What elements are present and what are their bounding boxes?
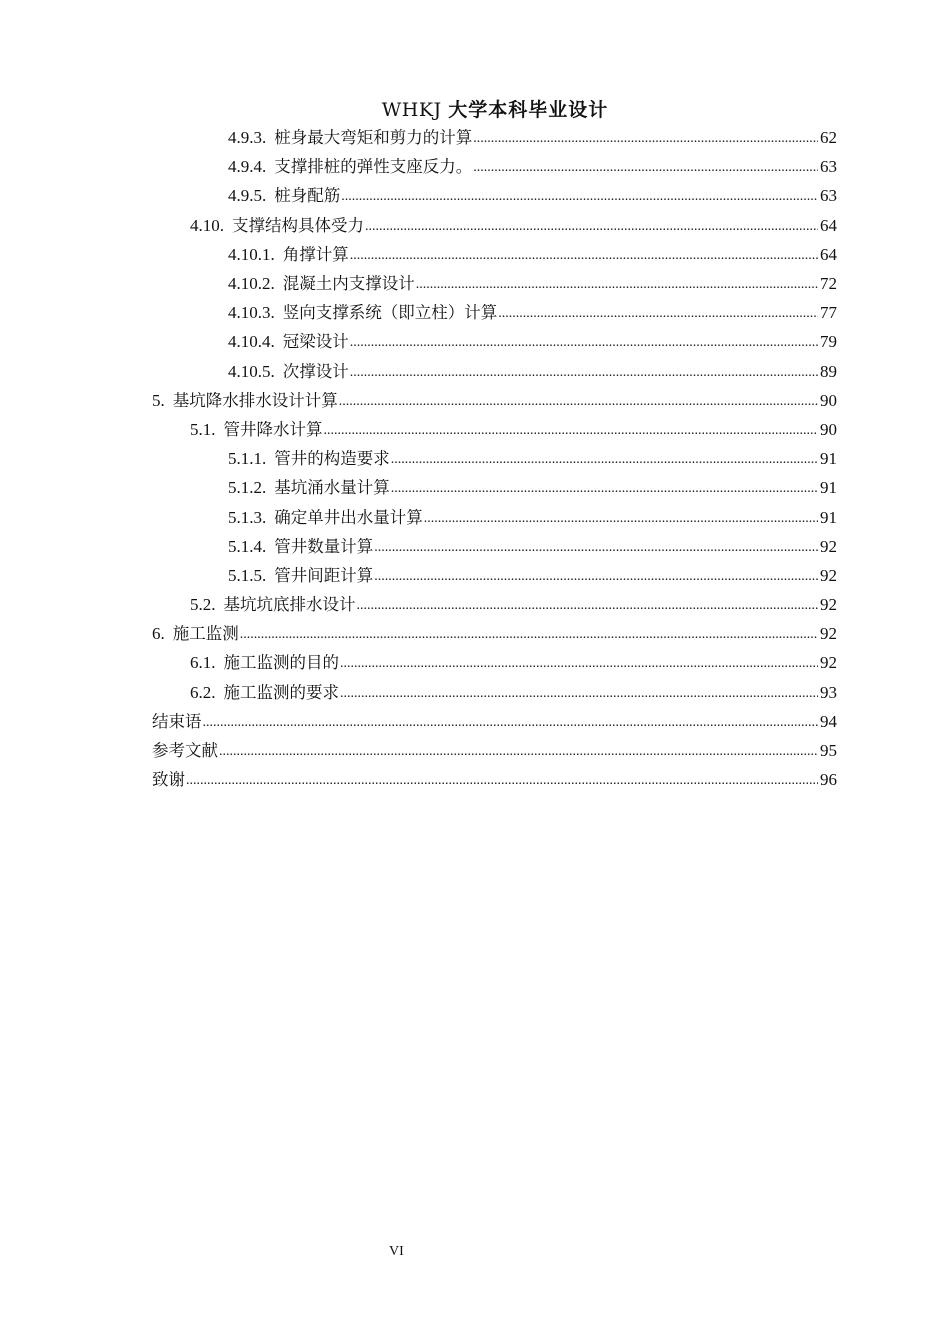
toc-entry-page: 93 <box>820 682 837 702</box>
toc-entry-number: 5.1. <box>190 419 216 439</box>
toc-entry-title: 施工监测 <box>172 624 239 644</box>
header-title: 大学本科毕业设计 <box>448 99 609 121</box>
toc-entry-page: 96 <box>820 770 837 790</box>
toc-entry-title: 施工监测的目的 <box>223 653 339 673</box>
toc-entry-page: 91 <box>820 507 837 527</box>
toc-entry-title: 支撑结构具体受力 <box>232 215 364 235</box>
toc-entry-number: 5. <box>152 390 165 410</box>
toc-entry-number: 5.1.4. <box>228 536 267 556</box>
toc-entry[interactable] <box>152 765 837 794</box>
toc-entry-number: 5.1.2. <box>228 478 267 498</box>
toc-entry[interactable] <box>152 298 837 327</box>
toc-entry-page: 90 <box>820 390 837 410</box>
toc-dot-leader <box>350 327 818 356</box>
toc-dot-leader <box>186 765 818 794</box>
toc-entry-page: 72 <box>820 274 837 294</box>
toc-dot-leader <box>341 181 818 210</box>
toc-entry[interactable] <box>152 707 837 736</box>
toc-entry-title: 基坑坑底排水设计 <box>223 595 356 615</box>
toc-entry-title: 确定单井出水量计算 <box>274 507 423 527</box>
toc-entry-title: 桩身配筋 <box>274 186 341 206</box>
toc-entry-number: 4.9.4. <box>228 157 267 177</box>
toc-entry-title: 支撑排桩的弹性支座反力。 <box>274 157 473 177</box>
toc-entry-number: 4.10.5. <box>228 361 275 381</box>
toc-entry-number: 6. <box>152 624 165 644</box>
toc-entry-page: 62 <box>820 128 837 148</box>
toc-entry-title: 管井的构造要求 <box>274 449 390 469</box>
toc-dot-leader <box>203 707 819 736</box>
toc-entry-title: 竖向支撑系统（即立柱）计算 <box>282 303 498 323</box>
toc-dot-leader <box>365 211 818 240</box>
toc-entry-page: 63 <box>820 186 837 206</box>
toc-entry[interactable] <box>152 736 837 765</box>
toc-entry-number: 6.2. <box>190 682 216 702</box>
toc-entry-page: 79 <box>820 332 837 352</box>
toc-entry-number: 5.1.5. <box>228 565 267 585</box>
toc-entry-title: 桩身最大弯矩和剪力的计算 <box>274 128 473 148</box>
toc-entry-number: 6.1. <box>190 653 216 673</box>
toc-entry-title: 角撑计算 <box>282 244 349 264</box>
toc-entry-page: 92 <box>820 565 837 585</box>
toc-entry-title: 管井数量计算 <box>274 536 374 556</box>
toc-entry-title: 参考文献 <box>152 741 218 761</box>
toc-entry-title: 次撑设计 <box>282 361 349 381</box>
toc-dot-leader <box>324 415 819 444</box>
toc-entry-page: 92 <box>820 536 837 556</box>
toc-entry-number: 4.10.3. <box>228 303 275 323</box>
toc-dot-leader <box>350 357 818 386</box>
toc-entry-number: 4.10. <box>190 215 224 235</box>
header-prefix: WHKJ <box>381 99 442 121</box>
toc-entry[interactable] <box>152 152 837 181</box>
toc-dot-leader <box>391 444 818 473</box>
toc-dot-leader <box>219 736 818 765</box>
toc-entry-title: 冠梁设计 <box>282 332 349 352</box>
toc-dot-leader <box>391 473 818 502</box>
toc-dot-leader <box>240 619 818 648</box>
toc-entry[interactable] <box>152 357 837 386</box>
toc-dot-leader <box>339 386 818 415</box>
table-of-contents <box>152 123 837 794</box>
toc-entry-number: 4.10.2. <box>228 274 275 294</box>
toc-dot-leader <box>357 590 819 619</box>
toc-entry[interactable] <box>152 590 837 619</box>
page-header <box>0 95 950 122</box>
toc-entry-title: 管井间距计算 <box>274 565 374 585</box>
toc-dot-leader <box>416 269 818 298</box>
toc-dot-leader <box>498 298 818 327</box>
toc-dot-leader <box>374 532 818 561</box>
toc-entry-title: 基坑涌水量计算 <box>274 478 390 498</box>
toc-entry-page: 77 <box>820 303 837 323</box>
toc-entry-title: 致谢 <box>152 770 185 790</box>
toc-entry-number: 5.2. <box>190 595 216 615</box>
toc-entry-title: 混凝土内支撑设计 <box>282 274 415 294</box>
toc-dot-leader <box>350 240 818 269</box>
toc-entry-title: 基坑降水排水设计计算 <box>172 390 338 410</box>
toc-entry[interactable] <box>152 473 837 502</box>
toc-entry[interactable] <box>152 444 837 473</box>
toc-entry[interactable] <box>152 269 837 298</box>
toc-entry[interactable] <box>152 502 837 531</box>
toc-entry-page: 92 <box>820 653 837 673</box>
toc-dot-leader <box>374 561 818 590</box>
toc-entry[interactable] <box>152 678 837 707</box>
toc-dot-leader <box>424 503 818 532</box>
toc-entry-page: 92 <box>820 624 837 644</box>
toc-dot-leader <box>340 678 818 707</box>
toc-entry[interactable] <box>152 327 837 356</box>
toc-entry-page: 91 <box>820 478 837 498</box>
toc-entry[interactable] <box>152 211 837 240</box>
toc-entry-number: 4.10.1. <box>228 244 275 264</box>
toc-entry-page: 90 <box>820 419 837 439</box>
toc-entry[interactable] <box>152 648 837 677</box>
toc-entry[interactable] <box>152 240 837 269</box>
toc-entry-number: 5.1.1. <box>228 449 267 469</box>
toc-entry-page: 91 <box>820 449 837 469</box>
toc-entry-page: 64 <box>820 244 837 264</box>
toc-entry-page: 89 <box>820 361 837 381</box>
toc-entry-title: 管井降水计算 <box>223 419 323 439</box>
toc-entry[interactable] <box>152 415 837 444</box>
toc-entry-number: 4.10.4. <box>228 332 275 352</box>
toc-entry[interactable] <box>152 532 837 561</box>
page-number: VI <box>389 1244 404 1259</box>
toc-entry[interactable] <box>152 561 837 590</box>
toc-dot-leader <box>473 152 818 181</box>
toc-entry-page: 64 <box>820 215 837 235</box>
toc-entry-title: 结束语 <box>152 711 202 731</box>
toc-entry[interactable] <box>152 181 837 210</box>
toc-dot-leader <box>473 123 818 152</box>
toc-entry[interactable] <box>152 123 837 152</box>
toc-entry-page: 94 <box>820 711 837 731</box>
toc-entry[interactable] <box>152 386 837 415</box>
toc-dot-leader <box>340 648 818 677</box>
toc-entry-page: 92 <box>820 595 837 615</box>
toc-entry-page: 95 <box>820 741 837 761</box>
toc-entry-number: 5.1.3. <box>228 507 267 527</box>
toc-entry-number: 4.9.5. <box>228 186 267 206</box>
toc-entry-title: 施工监测的要求 <box>223 682 339 702</box>
toc-entry-page: 63 <box>820 157 837 177</box>
toc-entry[interactable] <box>152 619 837 648</box>
toc-entry-number: 4.9.3. <box>228 128 267 148</box>
